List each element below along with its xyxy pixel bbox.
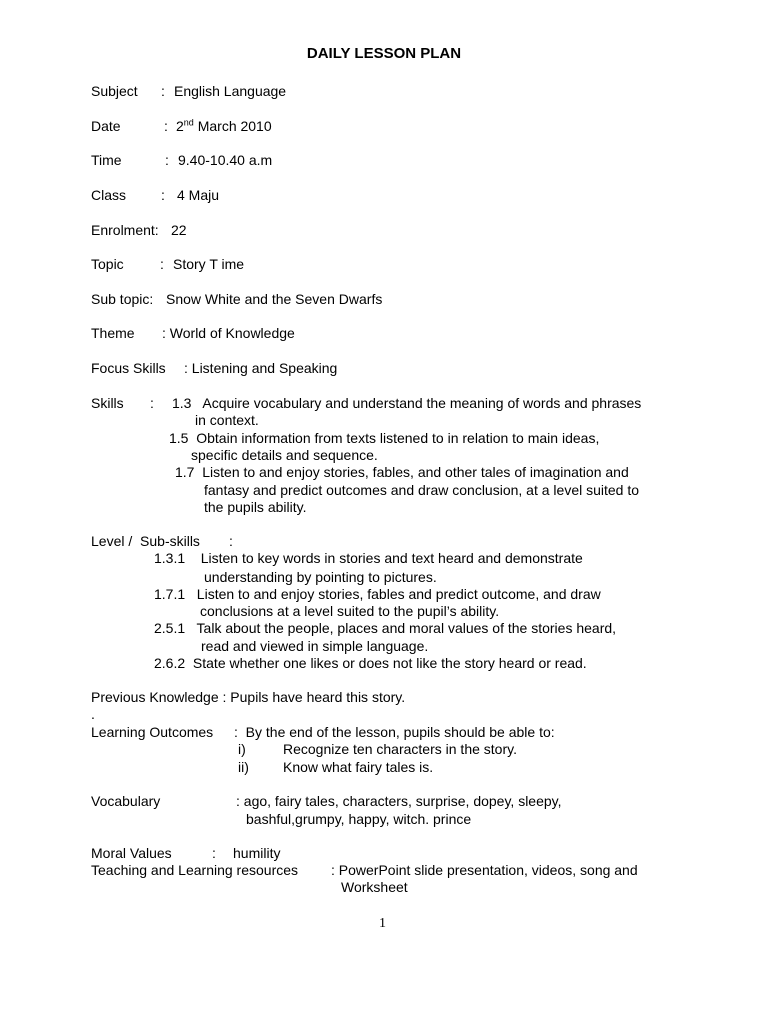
topic-sep: : <box>160 256 164 272</box>
date-sep: : <box>164 118 168 134</box>
level-sep: : <box>229 533 233 549</box>
skill-item-2-line2: specific details and sequence. <box>191 447 378 463</box>
focus-skills-value: : Listening and Speaking <box>184 360 338 376</box>
time-value: 9.40-10.40 a.m <box>178 152 273 168</box>
resources-label: Teaching and Learning resources <box>91 862 299 878</box>
time-label: Time <box>91 152 122 168</box>
date-label: Date <box>91 118 121 134</box>
vocabulary-line2: bashful,grumpy, happy, witch. prince <box>246 811 472 827</box>
subskill-3-line2: read and viewed in simple language. <box>201 638 429 654</box>
subskill-2-line1: 1.7.1 Listen to and enjoy stories, fables and predict outcome, and draw <box>154 586 601 602</box>
skill-item-3-line1: 1.7 Listen to and enjoy stories, fables, and other tales of imagination and <box>175 464 629 480</box>
enrolment-label: Enrolment: <box>91 222 159 238</box>
class-label: Class <box>91 187 127 203</box>
skill-item-1-line1: 1.3 Acquire vocabulary and understand the meaning of words and phrases <box>172 395 642 411</box>
date-rest: March 2010 <box>197 118 272 134</box>
date-day: 2 <box>176 118 184 134</box>
outcome-2-num: ii) <box>238 759 249 775</box>
learning-outcomes-value: : By the end of the lesson, pupils should be able to: <box>234 724 555 740</box>
level-label: Level / Sub-skills <box>91 533 200 549</box>
subskill-3-line1: 2.5.1 Talk about the people, places and moral values of the stories heard, <box>154 620 617 636</box>
moral-values-label: Moral Values <box>91 845 172 861</box>
page-title: DAILY LESSON PLAN <box>306 45 462 62</box>
skill-item-1-line2: in context. <box>195 412 259 428</box>
moral-values-value: humility <box>233 845 281 861</box>
subject-sep: : <box>161 83 165 99</box>
skill-item-3-line2: fantasy and predict outcomes and draw conclusion, at a level suited to <box>204 482 640 498</box>
topic-label: Topic <box>91 256 124 272</box>
skills-sep: : <box>150 395 154 411</box>
resources-line1: : PowerPoint slide presentation, videos, song and <box>331 862 638 878</box>
subskill-4-line1: 2.6.2 State whether one likes or does not like the story heard or read. <box>154 655 587 671</box>
focus-skills-label: Focus Skills <box>91 360 166 376</box>
skills-label: Skills <box>91 395 124 411</box>
outcome-1-text: Recognize ten characters in the story. <box>283 741 517 757</box>
resources-line2: Worksheet <box>341 879 408 895</box>
topic-value: Story T ime <box>173 256 245 272</box>
date-value <box>176 118 272 135</box>
learning-outcomes-label: Learning Outcomes <box>91 724 214 740</box>
vocabulary-line1: : ago, fairy tales, characters, surprise, dopey, sleepy, <box>236 793 562 809</box>
page-number: 1 <box>379 916 386 931</box>
class-value: 4 Maju <box>177 187 220 203</box>
subject-value: English Language <box>174 83 287 99</box>
theme-label: Theme <box>91 325 135 341</box>
date-suffix: nd <box>183 117 194 128</box>
vocabulary-label: Vocabulary <box>91 793 161 809</box>
outcome-2-text: Know what fairy tales is. <box>283 759 434 775</box>
class-sep: : <box>161 187 165 203</box>
subskill-2-line2: conclusions at a level suited to the pupil’s ability. <box>200 603 500 619</box>
subskill-1-line2: understanding by pointing to pictures. <box>204 569 437 585</box>
time-sep: : <box>165 152 169 168</box>
sub-topic-label: Sub topic: <box>91 291 154 307</box>
subskill-1-line1: 1.3.1 Listen to key words in stories and text heard and demonstrate <box>154 550 583 566</box>
skill-item-3-line3: the pupils ability. <box>204 499 307 515</box>
subject-label: Subject <box>91 83 138 99</box>
enrolment-value: 22 <box>171 222 187 238</box>
stray-dot: . <box>91 706 95 722</box>
outcome-1-num: i) <box>238 741 246 757</box>
sub-topic-value: Snow White and the Seven Dwarfs <box>166 291 383 307</box>
previous-knowledge: Previous Knowledge : Pupils have heard this story. <box>91 689 406 705</box>
skill-item-2-line1: 1.5 Obtain information from texts listened to in relation to main ideas, <box>169 430 600 446</box>
moral-values-sep: : <box>212 845 216 861</box>
theme-value: : World of Knowledge <box>162 325 295 341</box>
